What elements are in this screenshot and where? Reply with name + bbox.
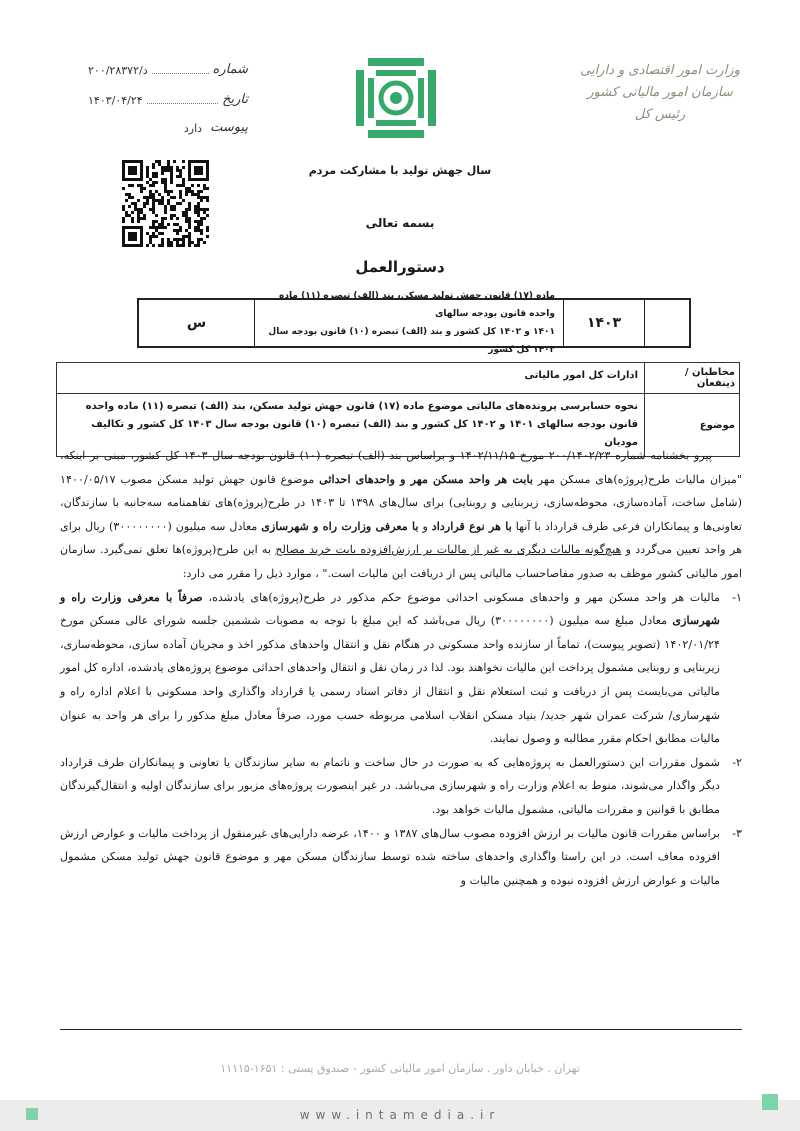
letter-attachment-row <box>88 120 248 135</box>
subject-value: نحوه حسابرسی پرونده‌های مالیاتی موضوع ماده (۱۷) قانون جهش تولید مسکن، بند (الف) تبصره (۱۱) ماده واحده قانون بودجه سالهای ۱۴۰۱ و ۱۴۰۲ کل کشور و بند (الف) تبصره (۱۰) قانون بودجه سال ۱۴۰۳ کل کشور و تکالیف مودیان <box>85 401 638 448</box>
intro-text-2: موضوع قانون جهش تولید مسکن مصوب ۱۴۰۰/۰۵/۱۷ (شامل ساخت، آماده‌سازی، محوطه‌سازی، زیربنایی و روبنایی) برای سال‌های ۱۳۹۸ تا ۱۴۰۳ در طرح(پروژه)های تفاهمنامه سه‌جانبه با سازندگان، تعاونی‌ها و پیمانکاران فرعی طرف قرارداد با آنها <box>60 472 742 533</box>
recipients-subject-table <box>56 362 740 457</box>
year-slogan: سال جهش تولید با مشارکت مردم <box>308 164 492 177</box>
ministry-line-1: وزارت امور اقتصادی و دارایی <box>580 63 740 78</box>
footer-square-left-icon <box>26 1108 38 1120</box>
box-empty-cell <box>644 300 689 346</box>
intro-bold-3: با معرفی وزارت راه و شهرسازی <box>261 518 419 533</box>
ministry-line-3: رئیس کل <box>634 107 686 122</box>
attachment-label: پیوست <box>210 120 248 135</box>
footer-square-right-icon <box>762 1094 778 1110</box>
box-year: ۱۴۰۳ <box>563 300 644 346</box>
number-value: ۲۰۰/۲۸۳۷۲/د <box>88 64 148 77</box>
item-3 <box>60 822 742 893</box>
basmala: بسمه تعالی <box>365 216 435 230</box>
footer-url: www.intamedia.ir <box>299 1108 501 1122</box>
ministry-letterhead <box>560 60 760 126</box>
box-code: س <box>186 315 207 331</box>
document-body <box>60 444 742 892</box>
item-1-text-a: مالیات هر واحد مسکن مهر و واحدهای مسکونی احداثی موضوع حکم مذکور در طرح(پروژه)های یادشده، <box>202 590 720 604</box>
intro-text-4: معادل سه میلیون (۳۰۰۰۰۰۰۰۰) ریال برای هر واحد تعیین می‌گردد و <box>60 519 742 557</box>
date-label: تاریخ <box>222 92 248 107</box>
item-2-number: ۲- <box>732 755 742 769</box>
attachment-value: دارد <box>183 122 203 135</box>
ministry-line-2: سازمان امور مالیاتی کشور <box>587 85 733 100</box>
letter-number-row <box>88 62 248 77</box>
document-info-box <box>137 291 691 355</box>
intro-text-3: و <box>418 519 432 533</box>
item-2-text: شمول مقررات این دستورالعمل به پروژه‌هایی که به صورت در حال ساخت و ناتمام به سایر سازندگان یا تعاونی و پیمانکاران طرف قرارداد دیگر واگذار می‌شوند، منوط به اعلام وزارت راه و شهرسازی می‌باشد. در غیر اینصورت پروژه‌های مزبور برای سازندگان اولیه و انتقال‌گیرندگان مطابق با قوانین و مقررات مالیاتی، مشمول مالیات خواهد بود. <box>60 755 720 816</box>
intro-text-5: به این طرح(پروژه)ها تعلق نمی‌گیرد. سازمان امور مالیاتی کشور موظف به صدور مفاصاحساب مالیاتی پس از دریافت این مالیات است." ، موارد ذیل را مقرر می دارد: <box>60 543 742 580</box>
recipients-label: مخاطبان / ذینفعان <box>644 363 739 393</box>
item-1-number: ۱- <box>732 590 742 604</box>
subject-label: موضوع <box>644 394 739 456</box>
letter-date-row <box>88 92 248 107</box>
item-1-bold: صرفاً با معرفی وزارت راه و شهرسازی <box>60 589 720 628</box>
box-subject <box>254 291 563 355</box>
qr-code-icon <box>122 160 212 248</box>
item-2 <box>60 751 742 822</box>
item-3-text: براساس مقررات قانون مالیات بر ارزش افزوده مصوب سال‌های ۱۳۸۷ و ۱۴۰۰، عرضه دارایی‌های غیرمنقول از پرداخت مالیات و عوارض ارزش افزوده معاف است. در این راستا واگذاری واحدهای ساخته شده توسط سازندگان مسکن مهر و موضوع قانون جهش تولید مسکن مشمول مالیات و عوارض ارزش افزوده نبوده و همچنین مالیات و <box>60 826 721 887</box>
item-3-number: ۳- <box>732 826 742 840</box>
document-title: دستورالعمل <box>355 258 445 276</box>
item-1-text-c: معادل مبلغ سه میلیون (۳۰۰۰۰۰۰۰۰) ریال می‌باشد که این مبلغ با توجه به مصوبات ششمین جلسه شورای عالی مسکن مورخ ۱۴۰۲/۰۱/۲۴ (تصویر پیوست)، تماماً از سازنده واحد مسکونی در هنگام نقل و انتقال واحدهای مذکور اخذ و مجریان آماده سازی، محوطه‌سازی، زیربنایی و روبنایی مشمول پرداخت این مالیات نخواهند بود. لذا در زمان نقل و انتقال واحدهای احداثی موضوع پروژه‌های یادشده، اداره کل امور مالیاتی می‌بایست پس از دریافت و ثبت استعلام نقل و انتقال از دفاتر اسناد رسمی یا قرارداد واگذاری واحد مسکونی با اعلام اداره راه و شهرسازی/ شرکت عمران شهر جدید/ بنیاد مسکن انقلاب اسلامی مربوطه حسب مورد، صرفاً معادل مبلغ مذکور را برای هر واحد به عنوان مالیات مطابق احکام مقرر مطالبه و وصول نمایند. <box>60 614 720 746</box>
box-subject-line-1: ماده (۱۷) قانون جهش تولید مسکن، بند (الف) تبصره (۱۱) ماده واحده قانون بودجه سالهای <box>279 291 555 319</box>
intro-bold-2: با هر نوع قرارداد <box>431 518 512 533</box>
date-value: ۱۴۰۳/۰۴/۲۴ <box>88 94 143 107</box>
box-subject-line-2: ۱۴۰۱ و ۱۴۰۲ کل کشور و بند (الف) تبصره (۱۰) قانون بودجه سال ۱۴۰۳ کل کشور <box>268 327 555 355</box>
intro-underlined: هیچ‌گونه مالیات دیگری به غیر از مالیات بر ارزش‌افزوده بابت خرید مصالح <box>275 543 622 557</box>
body-bottom-rule <box>60 1029 742 1030</box>
item-1 <box>60 586 742 751</box>
recipients-row <box>57 363 739 394</box>
tax-organization-logo-icon <box>354 56 438 140</box>
recipients-value: ادارات کل امور مالیاتی <box>524 370 638 381</box>
intro-paragraph <box>60 444 742 586</box>
intro-text-1: پیرو بخشنامه شماره ۲۰۰/۱۴۰۲/۲۳ مورخ ۱۴۰۲/۱۱/۱۵ و براساس بند (الف) تبصره (۱۰) قانون بودجه سال ۱۴۰۳ کل کشور، مبنی بر اینکه، "میزان مالیات طرح(پروژه)های مسکن مهر <box>60 449 742 486</box>
intro-bold-1: بابت هر واحد مسکن مهر و واحدهای احداثی <box>319 471 533 486</box>
number-label: شماره <box>212 62 248 77</box>
footer-address: تهران . خیابان داور . سازمان امور مالیاتی کشور - صندوق پستی : ۱۶۵۱-۱۱۱۱۵ <box>220 1062 580 1075</box>
